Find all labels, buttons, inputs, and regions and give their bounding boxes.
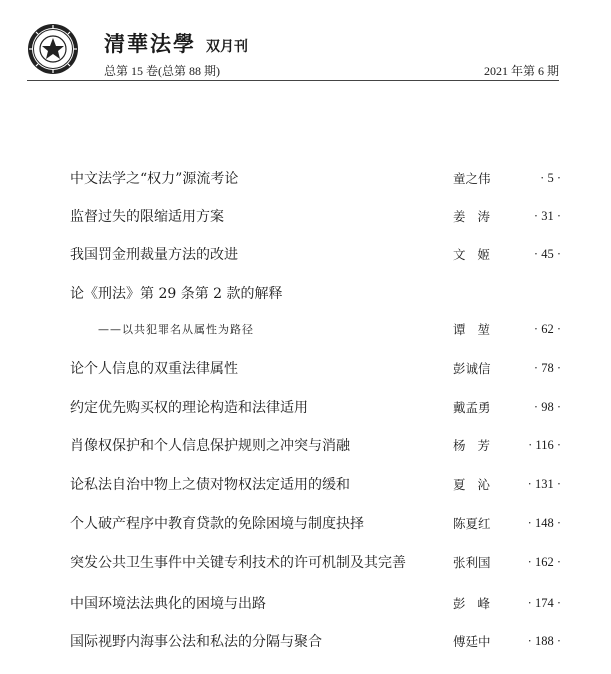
toc-entry-title: 约定优先购买权的理论构造和法律适用 <box>70 400 308 416</box>
toc-entry[interactable] <box>70 206 561 226</box>
toc-entry-page: · 148 · <box>527 515 561 530</box>
toc-entry-page: · 131 · <box>527 476 561 491</box>
toc-entry-page: · 5 · <box>540 170 561 185</box>
toc-entry[interactable] <box>70 435 561 455</box>
toc-entry-page: · 31 · <box>533 208 561 223</box>
toc-entry-page: · 78 · <box>533 360 561 375</box>
volume-info: 总第 15 卷(总第 88 期) <box>104 64 220 78</box>
toc-entry-title: 论《刑法》第 29 条第 2 款的解释 <box>70 286 283 302</box>
toc-entry-author: 陈夏红 <box>453 516 491 531</box>
toc-entry[interactable] <box>70 513 561 533</box>
toc-entry-title: 监督过失的限缩适用方案 <box>70 209 224 225</box>
toc-entry-title: 突发公共卫生事件中关键专利技术的许可机制及其完善 <box>70 555 406 571</box>
toc-entry[interactable] <box>70 319 561 339</box>
publication-frequency: 双月刊 <box>206 39 248 55</box>
toc-entry-title: 论个人信息的双重法律属性 <box>70 361 238 377</box>
issue-info: 2021 年第 6 期 <box>483 64 559 78</box>
toc-entry-author: 彭诚信 <box>453 361 491 376</box>
header-divider <box>27 80 559 81</box>
toc-entry-author: 张利国 <box>453 555 491 570</box>
toc-entry[interactable] <box>70 244 561 264</box>
toc-entry-page: · 174 · <box>527 595 561 610</box>
toc-entry[interactable] <box>70 168 561 188</box>
toc-entry[interactable] <box>70 283 561 303</box>
toc-entry-author: 夏沁 <box>453 477 503 492</box>
toc-entry-title: 中国环境法法典化的困境与出路 <box>70 596 266 612</box>
toc-entry-page: · 162 · <box>527 554 561 569</box>
toc-entry-title: 论私法自治中物上之债对物权法定适用的缓和 <box>70 477 350 493</box>
toc-entry-subtitle: ——以共犯罪名从属性为路径 <box>98 323 254 336</box>
toc-entry-page: · 188 · <box>527 633 561 648</box>
toc-entry-title: 我国罚金刑裁量方法的改进 <box>70 247 238 263</box>
toc-entry[interactable] <box>70 358 561 378</box>
toc-entry-author: 谭堃 <box>453 322 503 337</box>
toc-entry-page: · 116 · <box>528 437 561 452</box>
toc-entry[interactable] <box>70 552 561 572</box>
toc-entry-author: 姜涛 <box>453 209 503 224</box>
toc-entry[interactable] <box>70 397 561 417</box>
toc-entry-author: 彭峰 <box>453 596 503 611</box>
toc-entry-title: 肖像权保护和个人信息保护规则之冲突与消融 <box>70 438 350 454</box>
toc-entry[interactable] <box>70 631 561 651</box>
journal-title <box>104 28 248 58</box>
toc-entry-author: 文姬 <box>453 247 503 262</box>
toc-entry-title: 中文法学之“权力”源流考论 <box>70 171 239 187</box>
toc-entry-page: · 45 · <box>533 246 561 261</box>
university-seal-logo <box>27 23 79 75</box>
toc-entry-author: 杨芳 <box>453 438 503 453</box>
toc-entry[interactable] <box>70 593 561 613</box>
toc-entry-page: · 98 · <box>533 399 561 414</box>
toc-entry[interactable] <box>70 474 561 494</box>
journal-name: 清華法學 <box>104 31 196 56</box>
toc-entry-title: 国际视野内海事公法和私法的分隔与聚合 <box>70 634 322 650</box>
toc-entry-title: 个人破产程序中教育贷款的免除困境与制度抉择 <box>70 516 364 532</box>
toc-entry-author: 傅廷中 <box>453 634 491 649</box>
toc-entry-author: 童之伟 <box>453 171 491 186</box>
toc-entry-page: · 62 · <box>533 321 561 336</box>
toc-entry-author: 戴孟勇 <box>453 400 491 415</box>
